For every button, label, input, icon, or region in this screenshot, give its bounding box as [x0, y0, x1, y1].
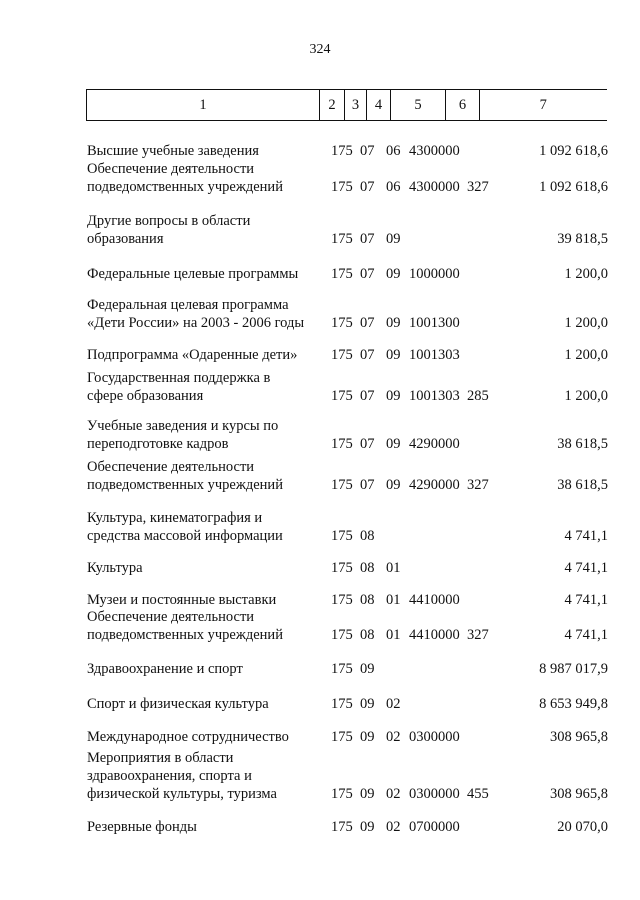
row-c5-value: 1000000 [409, 266, 460, 282]
row-c2-value: 175 [331, 560, 353, 576]
row-c3-value: 08 [360, 627, 375, 643]
row-c5-value: 4410000 [409, 627, 460, 643]
row-c2-value: 175 [331, 179, 353, 195]
row-c2-value: 175 [331, 231, 353, 247]
row-c2-value: 175 [331, 661, 353, 677]
row-c2-value: 175 [331, 143, 353, 159]
row-name-line: Федеральная целевая программа [87, 297, 289, 313]
page-number: 324 [309, 42, 331, 57]
column-header-7: 7 [480, 90, 607, 121]
row-c2-value: 175 [331, 786, 353, 802]
row-c7-value: 38 618,5 [557, 436, 608, 452]
row-c7-value: 39 818,5 [557, 231, 608, 247]
row-c3-value: 08 [360, 592, 375, 608]
row-name-line: образования [87, 231, 164, 247]
row-c7-value: 4 741,1 [564, 592, 608, 608]
row-c4-value: 06 [386, 143, 401, 159]
column-header-5: 5 [391, 90, 446, 121]
row-name-line: Культура, кинематография и [87, 510, 263, 526]
row-c7-value: 1 200,0 [564, 315, 608, 331]
row-c5-value: 1001300 [409, 315, 460, 331]
row-name-line: Здравоохранение и спорт [87, 661, 243, 677]
row-c4-value: 01 [386, 560, 401, 576]
row-name-line: Обеспечение деятельности [87, 459, 255, 475]
row-c3-value: 08 [360, 528, 375, 544]
row-name-line: подведомственных учреждений [87, 627, 283, 643]
row-c5-value: 4290000 [409, 436, 460, 452]
row-c4-value: 09 [386, 315, 401, 331]
row-c7-value: 38 618,5 [557, 477, 608, 493]
row-c3-value: 07 [360, 347, 375, 363]
row-c3-value: 09 [360, 786, 375, 802]
row-name-line: подведомственных учреждений [87, 477, 283, 493]
row-c7-value: 308 965,8 [550, 786, 608, 802]
column-header-3: 3 [345, 90, 367, 121]
row-c4-value: 01 [386, 592, 401, 608]
row-c4-value: 02 [386, 786, 401, 802]
row-name-line: Подпрограмма «Одаренные дети» [87, 347, 298, 363]
row-c4-value: 02 [386, 696, 401, 712]
row-c4-value: 09 [386, 388, 401, 404]
row-c7-value: 1 200,0 [564, 388, 608, 404]
row-c7-value: 1 200,0 [564, 347, 608, 363]
row-c3-value: 09 [360, 819, 375, 835]
row-c3-value: 07 [360, 143, 375, 159]
row-c2-value: 175 [331, 627, 353, 643]
row-name-line: Мероприятия в области [87, 750, 234, 766]
row-c7-value: 20 070,0 [557, 819, 608, 835]
row-c2-value: 175 [331, 477, 353, 493]
row-name-line: физической культуры, туризма [87, 786, 277, 802]
row-name [87, 818, 327, 836]
row-name-line: Культура [87, 560, 143, 576]
row-c3-value: 07 [360, 477, 375, 493]
row-c4-value: 09 [386, 347, 401, 363]
row-c5-value: 0700000 [409, 819, 460, 835]
row-c7-value: 8 653 949,8 [539, 696, 608, 712]
row-name-line: Обеспечение деятельности [87, 161, 255, 177]
row-name-line: Музеи и постоянные выставки [87, 592, 277, 608]
column-header-1: 1 [87, 90, 320, 121]
row-name-line: «Дети России» на 2003 - 2006 годы [87, 315, 305, 331]
row-name-line: Высшие учебные заведения [87, 143, 259, 159]
row-c3-value: 07 [360, 266, 375, 282]
row-c2-value: 175 [331, 388, 353, 404]
row-c7-value: 1 092 618,6 [539, 179, 608, 195]
row-c5-value: 1001303 [409, 347, 460, 363]
row-c3-value: 07 [360, 231, 375, 247]
row-c3-value: 09 [360, 696, 375, 712]
row-c5-value: 4290000 [409, 477, 460, 493]
row-c2-value: 175 [331, 819, 353, 835]
row-c7-value: 4 741,1 [564, 560, 608, 576]
row-c4-value: 06 [386, 179, 401, 195]
row-c5-value: 1001303 [409, 388, 460, 404]
row-name-line: Обеспечение деятельности [87, 609, 255, 625]
row-c7-value: 1 092 618,6 [539, 143, 608, 159]
row-c5-value: 4300000 [409, 179, 460, 195]
row-c6-value: 327 [467, 627, 489, 643]
row-c3-value: 09 [360, 729, 375, 745]
row-name-line: Другие вопросы в области [87, 213, 251, 229]
row-c3-value: 07 [360, 388, 375, 404]
row-c2-value: 175 [331, 347, 353, 363]
row-name-line: Федеральные целевые программы [87, 266, 299, 282]
row-name-line: сфере образования [87, 388, 204, 404]
row-c5-value: 4410000 [409, 592, 460, 608]
row-c4-value: 09 [386, 477, 401, 493]
row-c6-value: 455 [467, 786, 489, 802]
row-c3-value: 09 [360, 661, 375, 677]
row-name-line: здравоохранения, спорта и [87, 768, 252, 784]
row-name-line: переподготовке кадров [87, 436, 229, 452]
row-c7-value: 8 987 017,9 [539, 661, 608, 677]
row-name-line: Учебные заведения и курсы по [87, 418, 279, 434]
row-c5-value: 0300000 [409, 786, 460, 802]
row-c4-value: 09 [386, 436, 401, 452]
row-c3-value: 07 [360, 315, 375, 331]
row-c3-value: 08 [360, 560, 375, 576]
row-name-line: Государственная поддержка в [87, 370, 271, 386]
row-c4-value: 09 [386, 231, 401, 247]
row-c3-value: 07 [360, 436, 375, 452]
row-c2-value: 175 [331, 528, 353, 544]
row-c6-value: 327 [467, 477, 489, 493]
row-c5-value: 4300000 [409, 143, 460, 159]
row-c4-value: 09 [386, 266, 401, 282]
row-c7-value: 4 741,1 [564, 528, 608, 544]
column-header-6: 6 [446, 90, 480, 121]
row-c5-value: 0300000 [409, 729, 460, 745]
row-c6-value: 327 [467, 179, 489, 195]
row-c7-value: 4 741,1 [564, 627, 608, 643]
row-name-line: подведомственных учреждений [87, 179, 283, 195]
column-header-2: 2 [320, 90, 345, 121]
row-c2-value: 175 [331, 592, 353, 608]
row-c3-value: 07 [360, 179, 375, 195]
row-name-line: Спорт и физическая культура [87, 696, 269, 712]
row-c7-value: 1 200,0 [564, 266, 608, 282]
row-c6-value: 285 [467, 388, 489, 404]
row-c7-value: 308 965,8 [550, 729, 608, 745]
row-c2-value: 175 [331, 696, 353, 712]
row-c4-value: 02 [386, 729, 401, 745]
row-c2-value: 175 [331, 729, 353, 745]
row-c2-value: 175 [331, 266, 353, 282]
column-header-4: 4 [367, 90, 391, 121]
row-name-line: средства массовой информации [87, 528, 283, 544]
row-c4-value: 02 [386, 819, 401, 835]
row-name-line: Резервные фонды [87, 819, 197, 835]
row-c2-value: 175 [331, 315, 353, 331]
row-name-line: Международное сотрудничество [87, 729, 289, 745]
row-c4-value: 01 [386, 627, 401, 643]
row-c2-value: 175 [331, 436, 353, 452]
